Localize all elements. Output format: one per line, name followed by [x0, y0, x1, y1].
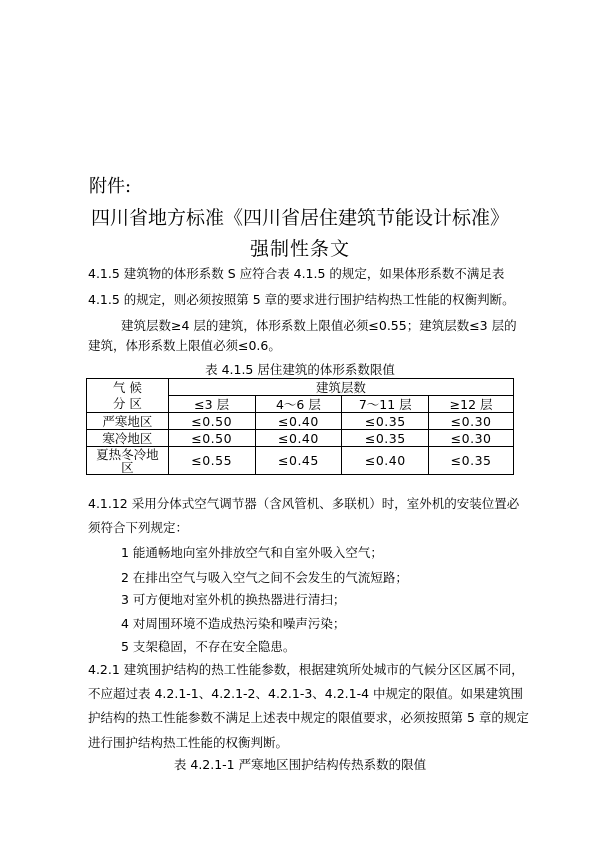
column-header: 4～6 层 — [255, 396, 342, 413]
table-row — [87, 413, 514, 430]
value-cell: ≤0.40 — [255, 413, 342, 430]
clause-4-2-1-line3: 护结构的热工性能参数不满足上述表中规定的限值要求，必须按照第 5 章的规定 — [88, 710, 529, 725]
shape-coefficient-table — [86, 378, 514, 475]
value-cell: ≤0.35 — [429, 447, 514, 475]
value-cell: ≤0.40 — [255, 430, 342, 447]
requirement-item-4: 4 对周围环境不造成热污染和噪声污染； — [121, 616, 346, 631]
table-4-2-1-1-caption: 表 4.2.1-1 严寒地区围护结构传热系数的限值 — [173, 757, 427, 772]
value-cell: ≤0.50 — [168, 430, 255, 447]
region-cell-line2: 区 — [121, 459, 134, 475]
requirement-item-1: 1 能通畅地向室外排放空气和自室外吸入空气； — [121, 545, 383, 560]
clause-4-1-5-line3: 建筑层数≥4 层的建筑，体形系数上限值必须≤0.55；建筑层数≤3 层的 — [121, 318, 517, 333]
value-cell: ≤0.55 — [168, 447, 255, 475]
building-floors-header: 建筑层数 — [168, 379, 513, 396]
requirement-item-2: 2 在排出空气与吸入空气之间不会发生的气流短路； — [121, 570, 408, 585]
region-cell: 严寒地区 — [87, 413, 169, 430]
clause-4-1-5-line4: 建筑，体形系数上限值必须≤0.6。 — [88, 338, 281, 353]
value-cell: ≤0.35 — [342, 430, 429, 447]
value-cell: ≤0.45 — [255, 447, 342, 475]
column-header: ≥12 层 — [429, 396, 514, 413]
clause-4-1-12-line2: 须符合下列规定： — [88, 520, 189, 535]
value-cell: ≤0.50 — [168, 413, 255, 430]
clause-4-2-1-line2: 不应超过表 4.2.1-1、4.2.1-2、4.2.1-3、4.2.1-4 中规定的限值。如果建筑围 — [88, 686, 524, 701]
clause-4-1-5-line1: 4.1.5 建筑物的体形系数 S 应符合表 4.1.5 的规定，如果体形系数不满足表 — [88, 266, 505, 281]
table-4-1-5-caption: 表 4.1.5 居住建筑的体形系数限值 — [205, 362, 395, 377]
region-cell-line1: 夏热冬冷地 — [96, 446, 159, 462]
requirement-item-5: 5 支架稳固，不存在安全隐患。 — [121, 639, 296, 654]
column-header: ≤3 层 — [168, 396, 255, 413]
table-row — [87, 447, 514, 475]
region-cell: 寒冷地区 — [87, 430, 169, 447]
value-cell: ≤0.35 — [342, 413, 429, 430]
clause-4-2-1-line4: 进行围护结构热工性能的权衡判断。 — [88, 735, 289, 750]
attachment-label: 附件: — [89, 176, 132, 197]
climate-zone-header-line2: 分 区 — [112, 395, 142, 411]
clause-4-1-5-line2: 4.1.5 的规定，则必须按照第 5 章的要求进行围护结构热工性能的权衡判断。 — [88, 292, 515, 307]
clause-4-2-1-line1: 4.2.1 建筑围护结构的热工性能参数，根据建筑所处城市的气候分区区属不同， — [88, 662, 524, 677]
value-cell: ≤0.40 — [342, 447, 429, 475]
document-subtitle: 强制性条文 — [249, 238, 350, 260]
climate-zone-header-line1: 气 候 — [112, 379, 142, 395]
value-cell: ≤0.30 — [429, 430, 514, 447]
value-cell: ≤0.30 — [429, 413, 514, 430]
column-header: 7～11 层 — [342, 396, 429, 413]
document-title: 四川省地方标准《四川省居住建筑节能设计标准》 — [90, 207, 509, 229]
climate-zone-header — [87, 379, 169, 413]
requirement-item-3: 3 可方便地对室外机的换热器进行清扫； — [121, 592, 346, 607]
region-cell — [87, 447, 169, 475]
clause-4-1-12-line1: 4.1.12 采用分体式空气调节器（含风管机、多联机）时，室外机的安装位置必 — [88, 496, 520, 511]
table-row — [87, 430, 514, 447]
